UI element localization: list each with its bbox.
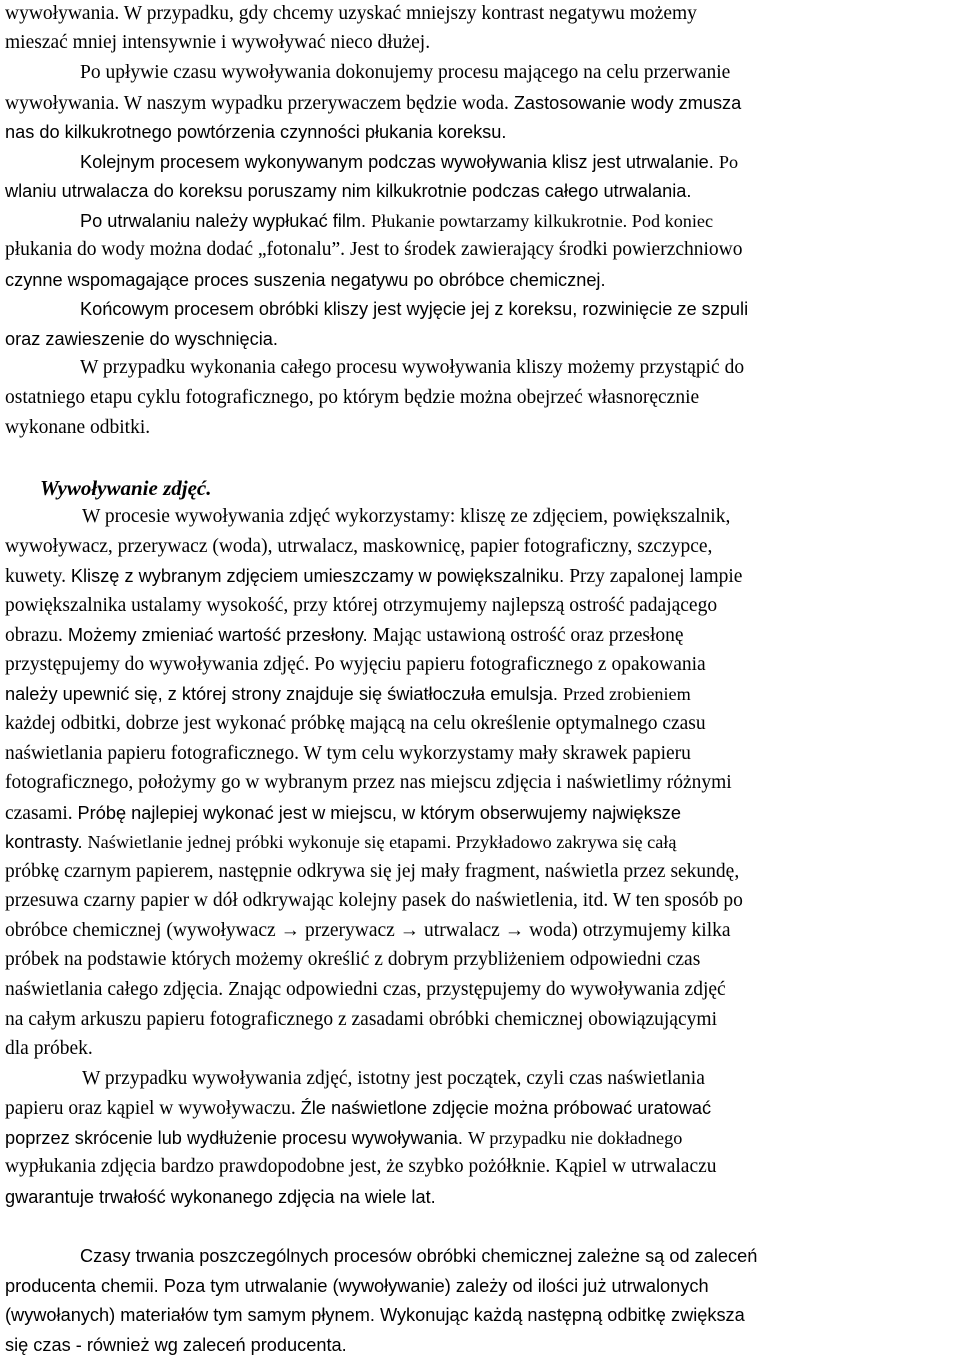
text-line [5, 384, 699, 412]
text-line [5, 858, 739, 886]
section-heading [40, 474, 212, 502]
text-line [5, 1301, 745, 1329]
text-run: Przy zapalonej lampie [569, 566, 743, 587]
text-run: oraz zawieszenie do wyschnięcia. [5, 329, 278, 349]
text-line [5, 236, 743, 264]
text-run: Możemy zmieniać wartość przesłony. [67, 625, 373, 645]
text-line [5, 1153, 717, 1181]
text-line [5, 799, 681, 827]
text-line [5, 740, 691, 768]
text-run: płukania do wody można dodać „fotonalu”. [5, 239, 350, 260]
text-run: przesuwa czarny papier w dół odkrywając kolejny pasek do naświetlenia, itd. [5, 890, 613, 911]
text-line [5, 769, 732, 797]
text-line [82, 503, 730, 531]
text-run: ostatniego etapu cyklu fotograficznego, po którym będzie można obejrzeć własnoręcznie [5, 387, 700, 408]
text-run: próbkę czarnym papierem, następnie odkrywa się jej mały fragment, naświetla przez sekundę, [5, 861, 740, 882]
text-run: Przykładowo zakrywa się całą [455, 832, 677, 852]
text-run: należy upewnić się, z której strony znajduje się światłoczuła emulsja. [5, 684, 564, 704]
text-run: wypłukania zdjęcia bardzo prawdopodobne jest, że szybko pożółknie. [5, 1156, 556, 1177]
text-run: Kolejnym procesem wykonywanym podczas wywoływania klisz jest utrwalanie. [80, 152, 719, 172]
text-run: Końcowym procesem obróbki kliszy jest wyjęcie jej z koreksu, rozwinięcie ze szpuli [80, 299, 749, 319]
text-line [5, 887, 743, 915]
text-run: W tym celu wykorzystamy mały skrawek papieru [303, 743, 691, 764]
text-run: (wywołanych) materiałów tym samym płynem. [5, 1305, 380, 1325]
text-run: W procesie wywoływania zdjęć wykorzystamy: kliszę ze zdjęciem, powiększalnik, [82, 506, 731, 527]
text-run: Po [718, 152, 739, 172]
text-line [5, 89, 741, 117]
text-line [5, 592, 717, 620]
text-run: obrazu. [5, 625, 68, 646]
text-line [5, 29, 430, 57]
text-run: powiększalnika ustalamy wysokość, przy której otrzymujemy najlepszą ostrość padającego [5, 595, 718, 616]
text-run: papieru oraz kąpiel w wywoływaczu. [5, 1098, 301, 1119]
text-run: wykonane odbitki. [5, 417, 151, 438]
heading-text: Wywoływanie zdjęć. [40, 476, 212, 500]
text-line [5, 976, 726, 1004]
text-line [5, 177, 691, 205]
text-run: Próbę najlepiej wykonać jest w miejscu, w którym obserwujemy największe [77, 803, 681, 823]
text-run: wlaniu utrwalacza do koreksu poruszamy nim kilkukrotnie podczas całego utrwalania. [5, 181, 692, 201]
text-run: gwarantuje trwałość wykonanego zdjęcia na wiele lat. [5, 1187, 436, 1207]
text-run: próbek na podstawie których możemy określić z dobrym przybliżeniem odpowiedni czas [5, 949, 701, 970]
text-run: Jest to środek zawierający środki powierzchniowo [349, 239, 743, 260]
text-run: Kąpiel w utrwalaczu [555, 1156, 717, 1177]
text-run: Płukanie powtarzamy kilkukrotnie. Pod koniec [371, 211, 714, 231]
text-run: Znając odpowiedni czas, przystępujemy do wywoływania zdjęć [228, 979, 726, 1000]
text-run: Naświetlanie jednej próbki wykonuje się etapami. [87, 832, 456, 852]
text-line [5, 1006, 717, 1034]
text-run: Poza tym utrwalanie (wywoływanie) zależy od ilości już utrwalonych [163, 1276, 709, 1296]
text-run: naświetlania papieru fotograficznego. [5, 743, 304, 764]
text-run: wywoływania. W przypadku, gdy chcemy uzyskać mniejszy kontrast negatywu możemy [5, 3, 697, 24]
text-run: Zastosowanie wody zmusza [513, 93, 742, 113]
text-line [5, 1331, 347, 1359]
text-line [5, 710, 706, 738]
text-run: naświetlania całego zdjęcia. [5, 979, 229, 1000]
text-run: nas do kilkukrotnego powtórzenia czynności płukania koreksu. [5, 122, 507, 142]
text-run: dla próbek. [5, 1038, 93, 1059]
text-line [5, 1272, 709, 1300]
text-run: kuwety. [5, 566, 71, 587]
text-run: Źle naświetlone zdjęcie można próbować uratować [300, 1098, 712, 1118]
text-run: wywoływania. W naszym wypadku przerywaczem będzie woda. [5, 93, 514, 114]
text-run: producenta chemii. [5, 1276, 164, 1296]
text-line [5, 414, 150, 442]
text-run: czynne wspomagające proces suszenia negatywu po obróbce chemicznej. [5, 270, 606, 290]
text-run: W przypadku wykonania całego procesu wywoływania kliszy możemy przystąpić do [80, 357, 745, 378]
text-run: Czasy trwania poszczególnych procesów obróbki chemicznej zależne są od zaleceń [80, 1246, 758, 1266]
text-run: Po upływie czasu wywoływania dokonujemy procesu mającego na celu przerwanie [80, 62, 731, 83]
text-line [5, 680, 691, 708]
text-run: wywoływacz, przerywacz (woda), utrwalacz, maskownicę, papier fotograficzny, szczypce, [5, 536, 713, 557]
text-run: Po wyjęciu papieru fotograficznego z opakowania [314, 654, 706, 675]
text-line [80, 1242, 757, 1270]
text-line [5, 118, 506, 146]
text-run: W ten sposób po [612, 890, 743, 911]
text-line [5, 0, 697, 28]
text-run: Mając ustawioną ostrość oraz przesłonę [372, 625, 684, 646]
text-line [82, 1065, 705, 1093]
text-run: przystępujemy do wywoływania zdjęć. [5, 654, 315, 675]
text-run: kontrasty. [5, 832, 88, 852]
text-run: mieszać mniej intensywnie i wywoływać nieco dłużej. [5, 32, 431, 53]
text-line [5, 651, 706, 679]
text-run: fotograficznego, położymy go w wybranym przez nas miejscu zdjęcia i naświetlimy różnymi [5, 772, 732, 793]
text-run: obróbce chemicznej (wywoływacz → przerywacz → utrwalacz → woda) otrzymujemy kilka [5, 920, 731, 941]
text-line [5, 562, 742, 590]
text-run: Kliszę z wybranym zdjęciem umieszczamy w powiększalniku. [70, 566, 570, 586]
text-line [80, 148, 738, 176]
text-line [5, 828, 676, 856]
text-run: W przypadku wywoływania zdjęć, istotny jest początek, czyli czas naświetlania [82, 1068, 705, 1089]
text-line [5, 266, 606, 294]
text-line [5, 1094, 711, 1122]
text-run: każdej odbitki, dobrze jest wykonać próbkę mającą na celu określenie optymalnego czasu [5, 713, 706, 734]
text-line [80, 207, 713, 235]
text-run: poprzez skrócenie lub wydłużenie procesu wywoływania. [5, 1128, 468, 1148]
text-run: W przypadku nie dokładnego [468, 1128, 683, 1148]
text-run: Wykonując każdą następną odbitkę zwiększa [379, 1305, 745, 1325]
text-run: się czas - również wg zaleceń producenta. [5, 1335, 347, 1355]
text-line [80, 295, 748, 323]
text-line [5, 1183, 436, 1211]
text-line [5, 325, 278, 353]
text-run: na całym arkuszu papieru fotograficznego z zasadami obróbki chemicznej obowiązującymi [5, 1009, 717, 1030]
text-run: Po utrwalaniu należy wypłukać film. [80, 211, 372, 231]
text-line [5, 946, 700, 974]
text-line [5, 533, 712, 561]
text-line [5, 1124, 682, 1152]
text-run: Przed zrobieniem [563, 684, 691, 704]
text-line [5, 917, 731, 945]
text-line [5, 621, 684, 649]
text-line [80, 354, 744, 382]
text-run: czasami. [5, 803, 78, 824]
text-line [80, 59, 730, 87]
text-line [5, 1035, 93, 1063]
